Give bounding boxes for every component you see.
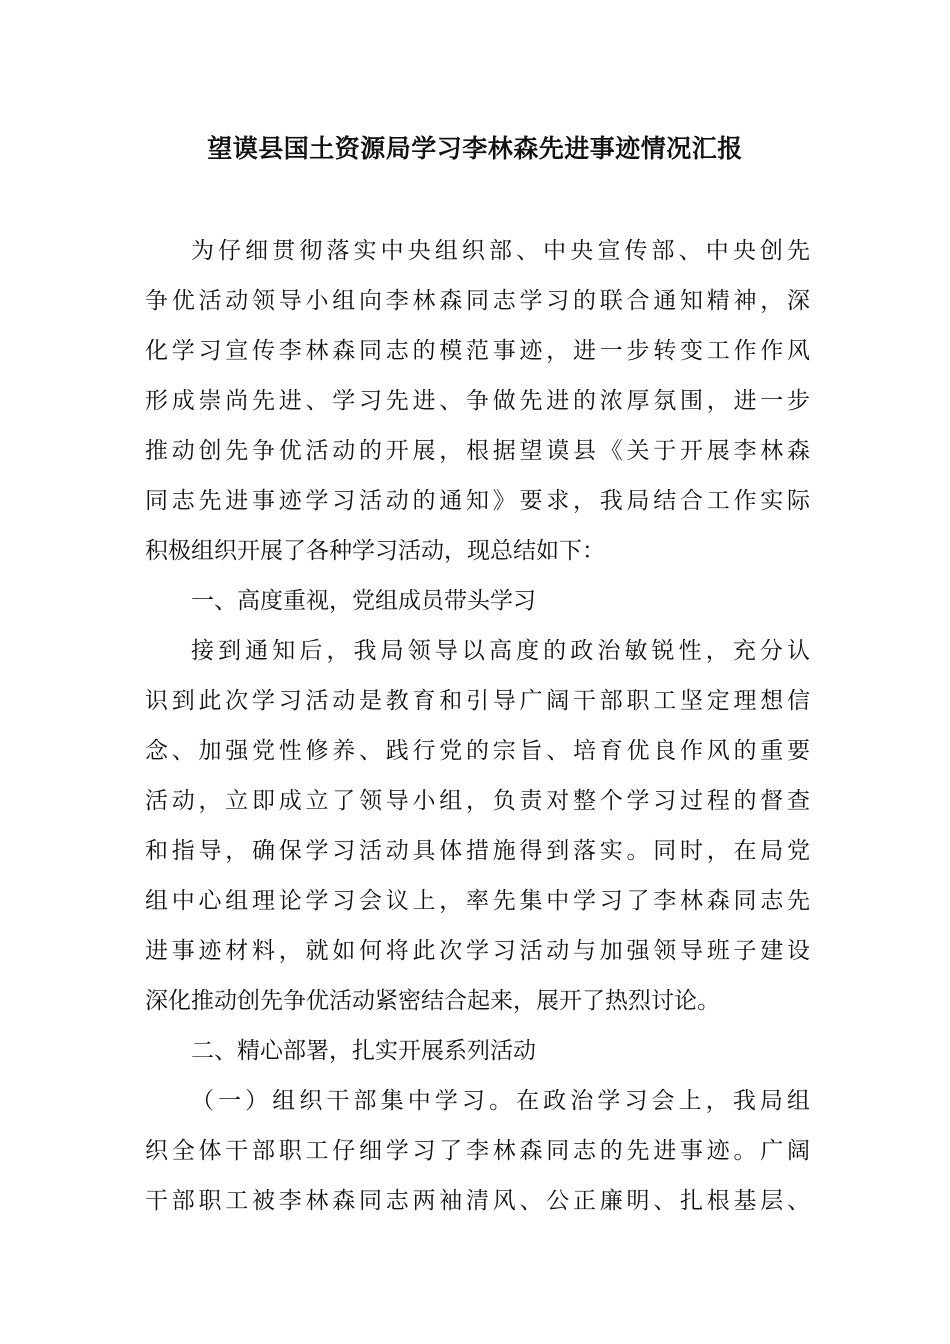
paragraph-line: 同志先进事迹学习活动的通知》要求，我局结合工作实际 (145, 488, 810, 514)
paragraph-line: 念、加强党性修养、践行党的宗旨、培育优良作风的重要 (145, 738, 810, 764)
paragraph-line: 识到此次学习活动是教育和引导广阔干部职工坚定理想信 (145, 688, 810, 714)
paragraph-line: 推动创先争优活动的开展，根据望谟县《关于开展李林森 (145, 438, 810, 464)
paragraph-line: 进事迹材料，就如何将此次学习活动与加强领导班子建设 (145, 938, 810, 964)
paragraph-line: 为仔细贯彻落实中央组织部、中央宣传部、中央创先 (191, 238, 810, 264)
paragraph-line: 织全体干部职工仔细学习了李林森同志的先进事迹。广阔 (145, 1138, 810, 1164)
paragraph-line: 组中心组理论学习会议上，率先集中学习了李林森同志先 (145, 888, 810, 914)
paragraph-line: 接到通知后，我局领导以高度的政治敏锐性，充分认 (191, 638, 810, 664)
paragraph-line: 化学习宣传李林森同志的模范事迹，进一步转变工作作风 (145, 338, 810, 364)
paragraph-line: 活动，立即成立了领导小组，负责对整个学习过程的督查 (145, 788, 810, 814)
section-heading: 二、精心部署，扎实开展系列活动 (191, 1038, 536, 1064)
document-body (145, 226, 810, 1226)
document-title: 望谟县国土资源局学习李林森先进事迹情况汇报 (207, 134, 743, 163)
section-heading: 一、高度重视，党组成员带头学习 (191, 588, 536, 614)
paragraph-line: 深化推动创先争优活动紧密结合起来，展开了热烈讨论。 (145, 988, 720, 1014)
paragraph-line: 形成崇尚先进、学习先进、争做先进的浓厚氛围，进一步 (145, 388, 810, 414)
paragraph-line: （一）组织干部集中学习。在政治学习会上，我局组 (191, 1088, 810, 1114)
paragraph-line: 干部职工被李林森同志两袖清风、公正廉明、扎根基层、 (145, 1188, 810, 1214)
paragraph-line: 积极组织开展了各种学习活动，现总结如下： (145, 538, 605, 564)
paragraph-line: 和指导，确保学习活动具体措施得到落实。同时，在局党 (145, 838, 810, 864)
paragraph-line: 争优活动领导小组向李林森同志学习的联合通知精神，深 (145, 288, 810, 314)
